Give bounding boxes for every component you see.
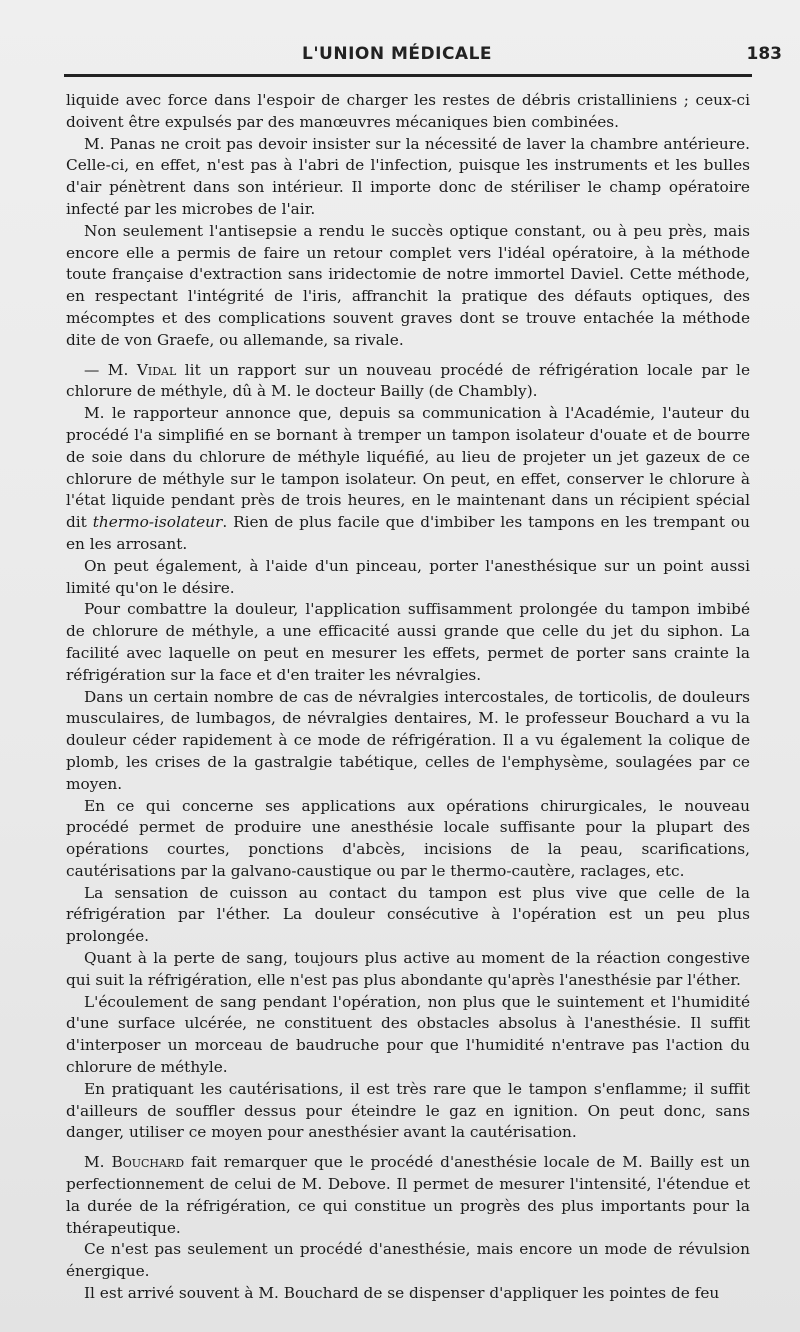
paragraph-1: liquide avec force dans l'espoir de charger les restes de débris cristalliniens ; ceux-ci doivent être expulsés par des manœuvres mécaniques bien combinées. xyxy=(66,91,750,131)
paragraph-6: On peut également, à l'aide d'un pinceau, porter l'anesthésique sur un point aussi limité qu'on le désire. xyxy=(66,556,750,597)
article-body xyxy=(66,90,750,1305)
paragraph-14-text: fait remarquer que le procédé d'anesthésie locale de M. Bailly est un perfectionnement de celui de M. Debove. Il permet de mesurer l'intensité, l'étendue et la durée de la réfrigération, ce qui constitue un progrès des plus importants pour la thérapeutique. xyxy=(66,1153,750,1237)
paragraph-14 xyxy=(66,1152,750,1239)
page-number: 183 xyxy=(746,44,782,64)
paragraph-11: Quant à la perte de sang, toujours plus active au moment de la réaction congestive qui suit la réfrigération, elle n'est pas plus abondante qu'après l'anesthésie par l'éther. xyxy=(66,949,750,989)
paragraph-8: Dans un certain nombre de cas de névralgies intercostales, de torticolis, de douleurs musculaires, de lumbagos, de névralgies dentaires, M. le professeur Bouchard a vu la douleur céder rapidement à ce mode de réfrigération. Il a vu également la colique de plomb, les crises de la gastralgie tabétique, celles de l'emphysème, soulagées par ce moyen. xyxy=(66,687,750,793)
paragraph-2: M. Panas ne croit pas devoir insister sur la nécessité de laver la chambre antérieure. Celle-ci, en effet, n'est pas à l'abri de l'infection, puisque les instruments et les bulles d'air pénètrent dans son intérieur. Il importe donc de stériliser le champ opératoire infecté par les microbes de l'air. xyxy=(66,134,750,218)
paragraph-4 xyxy=(66,360,750,404)
paragraph-7: Pour combattre la douleur, l'application suffisamment prolongée du tampon imbibé de chlorure de méthyle, a une efficacité aussi grande que celle du jet du siphon. La facilité avec laquelle on peut en mesurer les effets, permet de porter sans crainte la réfrigération sur la face et d'en traiter les névralgies. xyxy=(66,600,750,684)
paragraph-5 xyxy=(66,403,750,556)
paragraph-3: Non seulement l'antisepsie a rendu le succès optique constant, ou à peu près, mais encore elle a permis de faire un retour complet vers l'idéal opératoire, à la méthode toute française d'extraction sans iridectomie de notre immortel Daviel. Cette méthode, en respectant l'intégrité de l'iris, affranchit la pratique des défauts optiques, des mécomptes et des complications souvent graves dont se trouve entachée la méthode dite de von Graefe, ou allemande, sa rivale. xyxy=(66,221,750,349)
paragraph-5-italic: thermo-isolateur xyxy=(92,513,223,532)
paragraph-4-lead: — M. xyxy=(84,360,137,379)
speaker-name-bouchard: Bouchard xyxy=(111,1153,185,1172)
running-header xyxy=(0,44,800,74)
paragraph-4-text: lit un rapport sur un nouveau procédé de réfrigération locale par le chlorure de méthyle, dû à M. le docteur Bailly (de Chambly). xyxy=(66,360,750,401)
paragraph-16: Il est arrivé souvent à M. Bouchard de se dispenser d'appliquer les pointes de feu xyxy=(84,1284,720,1303)
speaker-name-vidal: Vidal xyxy=(136,360,177,379)
paragraph-10: La sensation de cuisson au contact du tampon est plus vive que celle de la réfrigération par l'éther. La douleur consécutive à l'opération est un peu plus prolongée. xyxy=(66,883,750,946)
paragraph-13: En pratiquant les cautérisations, il est très rare que le tampon s'enflamme; il suffit d'ailleurs de souffler dessus pour éteindre le gaz en ignition. On peut donc, sans danger, utiliser ce moyen pour anesthésier avant la cautérisation. xyxy=(66,1079,750,1142)
paragraph-14-lead: M. xyxy=(84,1153,112,1172)
paragraph-9: En ce qui concerne ses applications aux opérations chirurgicales, le nouveau procédé permet de produire une anesthésie locale suffisante pour la plupart des opérations courtes, ponctions d'abcès, incisions de la peau, scarifications, cautérisations par la galvano-caustique ou par le thermo-cautère, raclages, etc. xyxy=(66,796,750,880)
paragraph-5-text: M. le rapporteur annonce que, depuis sa communication à l'Académie, l'auteur du procédé l'a simplifié en se bornant à tremper un tampon isolateur d'ouate et de bourre de soie dans du chlorure de méthyle liquéfié, au lieu de projeter un jet gazeux de ce chlorure de méthyle sur le tampon isolateur. On peut, en effet, conserver le chlorure à l'état liquide pendant près de trois heures, en le maintenant dans un récipient spécial dit xyxy=(66,404,750,532)
header-rule xyxy=(64,74,752,77)
journal-title: L'UNION MÉDICALE xyxy=(302,44,493,64)
paragraph-12: L'écoulement de sang pendant l'opération, non plus que le suintement et l'humidité d'une surface ulcérée, ne constituent des obstacles absolus à l'anesthésie. Il suffit d'interposer un morceau de baudruche pour que l'humidité n'entrave pas l'action du chlorure de méthyle. xyxy=(66,992,750,1077)
paragraph-15: Ce n'est pas seulement un procédé d'anesthésie, mais encore un mode de révulsion énergique. xyxy=(66,1240,750,1281)
paragraph-5-tail: . Rien de plus facile que d'imbiber les tampons en les trempant ou en les arrosant. xyxy=(66,513,750,553)
